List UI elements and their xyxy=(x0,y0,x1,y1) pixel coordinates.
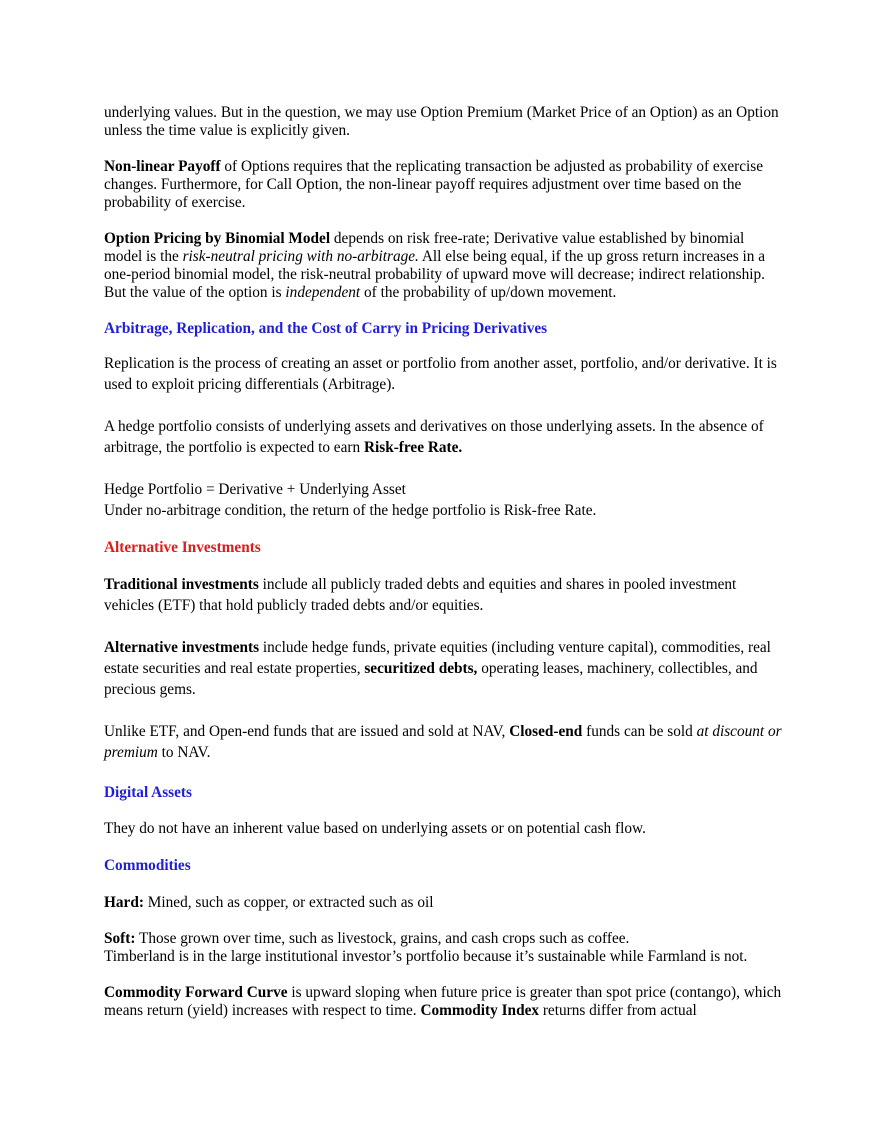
heading-commodities: Commodities xyxy=(104,857,191,874)
paragraph-closed-end-funds: Unlike ETF, and Open-end funds that are issued and sold at NAV, Closed-end funds can be sold at discount or premium to NAV. xyxy=(104,723,782,761)
paragraph-alternative-investments: Alternative investments include hedge funds, private equities (including venture capital), commodities, real estate securities and real estate properties, securitized debts, operating leases, machinery, collectibles, and precious gems. xyxy=(104,639,771,698)
term-nonlinear-payoff: Non-linear Payoff xyxy=(104,158,221,175)
paragraph-replication: Replication is the process of creating an asset or portfolio from another asset, portfolio, and/or derivative. It is used to exploit pricing differentials (Arbitrage). xyxy=(104,355,777,393)
paragraph-nonlinear-payoff: Non-linear Payoff of Options requires that the replicating transaction be adjusted as probability of exercise changes. Furthermore, for Call Option, the non-linear payoff requires adjustment over time based on the probability of exercise. xyxy=(104,158,764,211)
paragraph-option-premium: underlying values. But in the question, we may use Option Premium (Market Price of an Option) as an Option unless the time value is explicitly given. xyxy=(104,104,779,139)
paragraph-hedge-portfolio: A hedge portfolio consists of underlying assets and derivatives on those underlying assets. In the absence of arbitrage, the portfolio is expected to earn Risk-free Rate. xyxy=(104,418,764,456)
paragraph-traditional-investments: Traditional investments include all publicly traded debts and equities and shares in pooled investment vehicles (ETF) that hold publicly traded debts and/or equities. xyxy=(104,576,737,614)
paragraph-hard-commodities: Hard: Mined, such as copper, or extracted such as oil xyxy=(104,894,434,911)
term-risk-free-rate: Risk-free Rate. xyxy=(363,439,463,456)
paragraph-commodity-forward-curve: Commodity Forward Curve is upward sloping when future price is greater than spot price (contango), which means return (yield) increases with respect to time. Commodity Index returns differ from actual xyxy=(104,984,782,1019)
paragraph-digital-assets: They do not have an inherent value based on underlying assets or on potential cash flow. xyxy=(104,820,646,837)
paragraph-binomial-model: Option Pricing by Binomial Model depends on risk free-rate; Derivative value established by binomial model is the risk-neutral pricing with no-arbitrage. All else being equal, if the up gross return increases in a one-period binomial model, the risk-neutral probability of upward move will decrease; indirect relationship. But the value of the option is independent of the probability of up/down movement. xyxy=(104,230,766,301)
heading-arbitrage: Arbitrage, Replication, and the Cost of Carry in Pricing Derivatives xyxy=(104,320,548,337)
paragraph-hedge-formula: Hedge Portfolio = Derivative + Underlying Asset Under no-arbitrage condition, the return of the hedge portfolio is Risk-free Rate. xyxy=(104,481,597,519)
heading-alternative-investments: Alternative Investments xyxy=(104,539,261,556)
term-binomial-model: Option Pricing by Binomial Model xyxy=(104,230,331,247)
heading-digital-assets: Digital Assets xyxy=(104,784,192,801)
document-page xyxy=(104,104,784,1020)
paragraph-soft-commodities: Soft: Those grown over time, such as livestock, grains, and cash crops such as coffee. Timberland is in the large institutional investor’s portfolio because it’s sustainable while Farmland is not. xyxy=(104,930,748,965)
